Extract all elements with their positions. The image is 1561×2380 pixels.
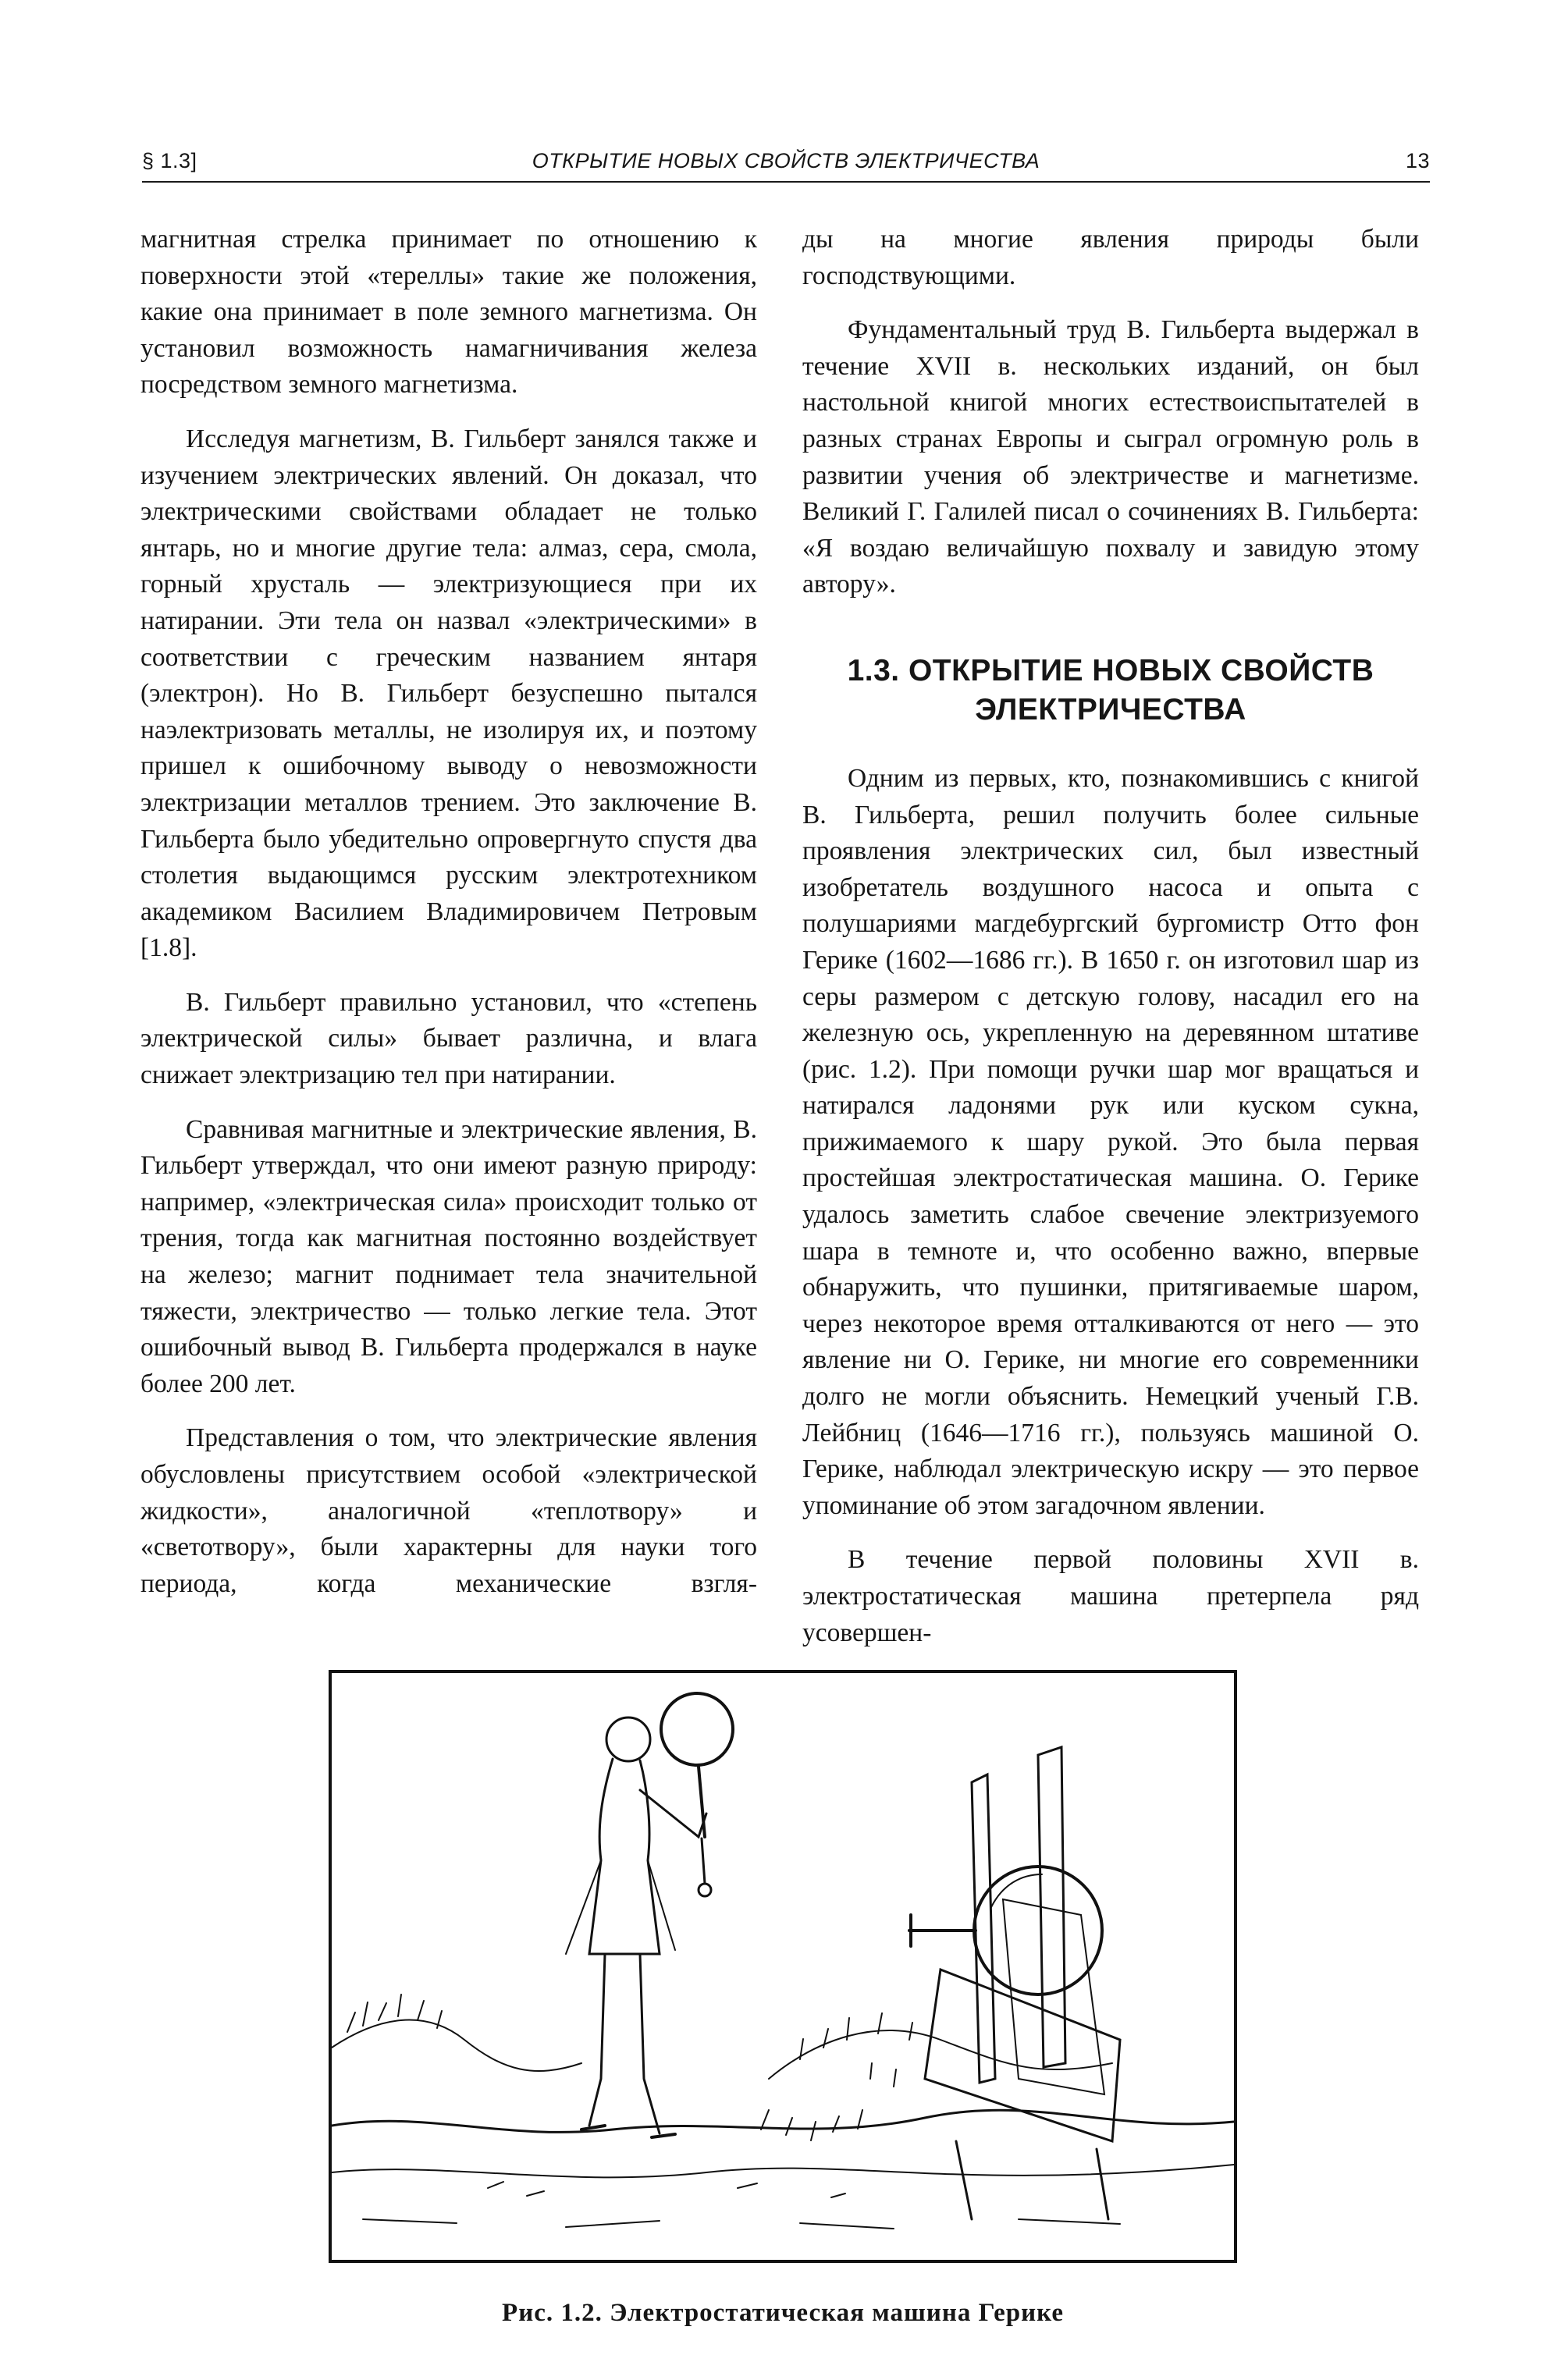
paragraph: В течение первой половины XVII в. электростатическая машина претерпела ряд усовершен- <box>802 1545 1419 1647</box>
running-header <box>142 145 1430 183</box>
paragraph: Исследуя магнетизм, В. Гильберт занялся также и изучением электрических явлений. Он доказал, что электрическими свойствами обладает не только янтарь, но и многие другие тела: алмаз, сера, смола, горный хрусталь — электризующиеся при их натирании. Эти тела он назвал «электрическими» в соответствии с греческим названием янтаря (электрон). Но В. Гильберт безуспешно пытался наэлектризовать металлы, не изолируя их, и поэтому пришел к ошибочному выводу о невозможности электризации металлов трением. Это заключение В. Гильберта было убедительно опровергнуто спустя два столетия выдающимся русским электротехником академиком Василием Владимировичем Петровым [1.8]. <box>140 424 757 963</box>
figure-illustration <box>329 1670 1237 2263</box>
paragraph: Представления о том, что электрические явления обусловлены присутствием особой «электрической жидкости», аналогичной «теплотвору» и «светотвору», были характерны для науки того периода, когда механические взгля- <box>140 1423 757 1598</box>
section-heading <box>802 652 1419 730</box>
running-title: ОТКРЫТИЕ НОВЫХ СВОЙСТВ ЭЛЕКТРИЧЕСТВА <box>532 149 1040 172</box>
section-heading-line: ЭЛЕКТРИЧЕСТВА <box>975 692 1246 726</box>
paragraph: ды на многие явления природы были господствующими. <box>802 225 1419 290</box>
section-reference: § 1.3] <box>142 149 197 172</box>
right-column <box>802 222 1419 1651</box>
left-column <box>140 222 757 1602</box>
guericke-machine-engraving <box>332 1673 1234 2260</box>
section-heading-line: 1.3. ОТКРЫТИЕ НОВЫХ СВОЙСТВ <box>847 653 1374 687</box>
paragraph: Сравнивая магнитные и электрические явления, В. Гильберт утверждал, что они имеют разную природу: например, «электрическая сила» происходит только от трения, тогда как магнитная постоянно воздействует на железо; магнит поднимает тела значительной тяжести, электричество — только легкие тела. Этот ошибочный вывод В. Гильберта продержался в науке более 200 лет. <box>140 1114 757 1398</box>
figure-caption: Рис. 1.2. Электростатическая машина Герике <box>502 2299 1064 2327</box>
paragraph: Одним из первых, кто, познакомившись с книгой В. Гильберта, решил получить более сильные проявления электрических сил, был известный изобретатель воздушного насоса и опыта с полушариями магдебургский бургомистр Отто фон Герике (1602—1686 гг.). В 1650 г. он изготовил шар из серы размером с детскую голову, насадил его на железную ось, укрепленную на деревянном штативе (рис. 1.2). При помощи ручки шар мог вращаться и натирался ладонями рук или куском сукна, прижимаемого к шару рукой. Это была первая простейшая электростатическая машина. О. Герике удалось заметить слабое свечение электризуемого шара в темноте и, что особенно важно, впервые обнаружить, что пушинки, притягиваемые шаром, через некоторое время отталкиваются от него — это явление ни О. Герике, ни многие его современники долго не могли объяснить. Немецкий ученый Г.В. Лейбниц (1646—1716 гг.), пользуясь машиной О. Герике, наблюдал электрическую искру — это первое упоминание об этом загадочном явлении. <box>802 763 1419 1520</box>
page-number: 13 <box>1405 149 1430 172</box>
paragraph: Фундаментальный труд В. Гильберта выдержал в течение XVII в. нескольких изданий, он был настольной книгой многих естествоиспытателей в разных странах Европы и сыграл огромную роль в развитии учения об электричестве и магнетизме. Великий Г. Галилей писал о сочинениях В. Гильберта: «Я воздаю величайшую похвалу и завидую этому автору». <box>802 315 1419 599</box>
header-rule <box>142 181 1430 183</box>
paragraph: В. Гильберт правильно установил, что «степень электрической силы» бывает различна, и влага снижает электризацию тел при натирании. <box>140 987 757 1090</box>
paragraph: магнитная стрелка принимает по отношению к поверхности этой «тереллы» такие же положения, какие она принимает в поле земного магнетизма. Он установил возможность намагничивания железа посредством земного магнетизма. <box>140 225 757 400</box>
